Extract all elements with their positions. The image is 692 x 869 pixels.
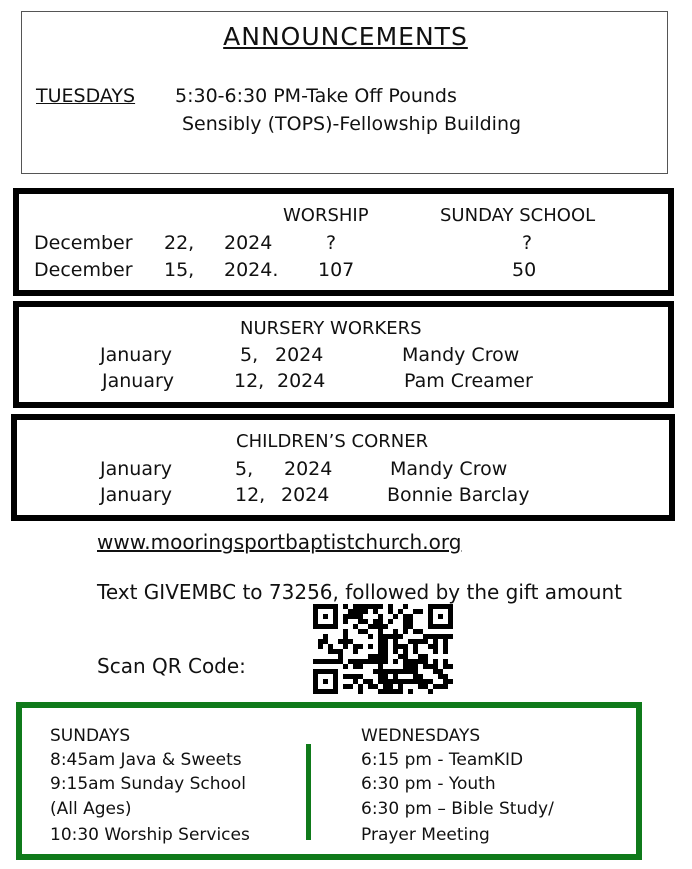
nursery-title: NURSERY WORKERS	[240, 318, 422, 339]
attendance-row-2-year: 2024.	[224, 259, 279, 281]
qr-code-icon	[313, 604, 453, 694]
church-website-link[interactable]: www.mooringsportbaptistchurch.org	[97, 530, 462, 554]
announcement-line-2: Sensibly (TOPS)-Fellowship Building	[182, 113, 522, 135]
announcements-title: ANNOUNCEMENTS	[223, 22, 468, 51]
sunday-item: 10:30 Worship Services	[50, 825, 250, 845]
nursery-row-2-month: January	[102, 370, 175, 392]
announcement-line-1: 5:30-6:30 PM-Take Off Pounds	[175, 85, 457, 107]
childrens-row-1-day: 5,	[235, 458, 254, 480]
text-to-give: Text GIVEMBC to 73256, followed by the gift amount	[97, 580, 622, 604]
nursery-row-2-year: 2024	[277, 370, 326, 392]
attendance-row-2-sunday-school: 50	[512, 259, 537, 281]
nursery-row-1-day: 5,	[240, 344, 259, 366]
attendance-row-2-day: 15,	[164, 259, 195, 281]
schedule-divider	[306, 744, 311, 840]
attendance-row-1-worship: ?	[326, 232, 337, 254]
attendance-row-1-day: 22,	[164, 232, 195, 254]
sunday-school-header: SUNDAY SCHOOL	[440, 205, 596, 226]
attendance-row-1-month: December	[34, 232, 133, 254]
nursery-row-1-name: Mandy Crow	[402, 344, 520, 366]
childrens-row-1-year: 2024	[284, 458, 333, 480]
sunday-item: (All Ages)	[50, 799, 132, 819]
wednesday-item: 6:15 pm - TeamKID	[361, 750, 524, 770]
nursery-row-1-month: January	[100, 344, 173, 366]
childrens-row-1-month: January	[100, 458, 173, 480]
childrens-row-2-name: Bonnie Barclay	[387, 484, 530, 506]
attendance-row-1-year: 2024	[224, 232, 273, 254]
childrens-row-2-year: 2024	[281, 484, 330, 506]
sundays-title: SUNDAYS	[50, 726, 131, 746]
announcement-day: TUESDAYS	[36, 85, 136, 107]
childrens-row-2-day: 12,	[235, 484, 266, 506]
announcements-box	[21, 11, 668, 174]
childrens-row-2-month: January	[100, 484, 173, 506]
wednesday-item: Prayer Meeting	[361, 825, 490, 845]
nursery-row-1-year: 2024	[275, 344, 324, 366]
attendance-row-2-worship: 107	[318, 259, 355, 281]
wednesdays-title: WEDNESDAYS	[361, 726, 481, 746]
attendance-row-2-month: December	[34, 259, 133, 281]
attendance-row-1-sunday-school: ?	[522, 232, 533, 254]
worship-header: WORSHIP	[283, 205, 369, 226]
wednesday-item: 6:30 pm - Youth	[361, 774, 496, 794]
wednesday-item: 6:30 pm – Bible Study/	[361, 799, 554, 819]
nursery-row-2-name: Pam Creamer	[404, 370, 533, 392]
sunday-item: 8:45am Java & Sweets	[50, 750, 242, 770]
childrens-corner-title: CHILDREN’S CORNER	[236, 431, 429, 452]
scan-qr-label: Scan QR Code:	[97, 654, 246, 678]
nursery-row-2-day: 12,	[234, 370, 265, 392]
sunday-item: 9:15am Sunday School	[50, 774, 247, 794]
childrens-row-1-name: Mandy Crow	[390, 458, 508, 480]
